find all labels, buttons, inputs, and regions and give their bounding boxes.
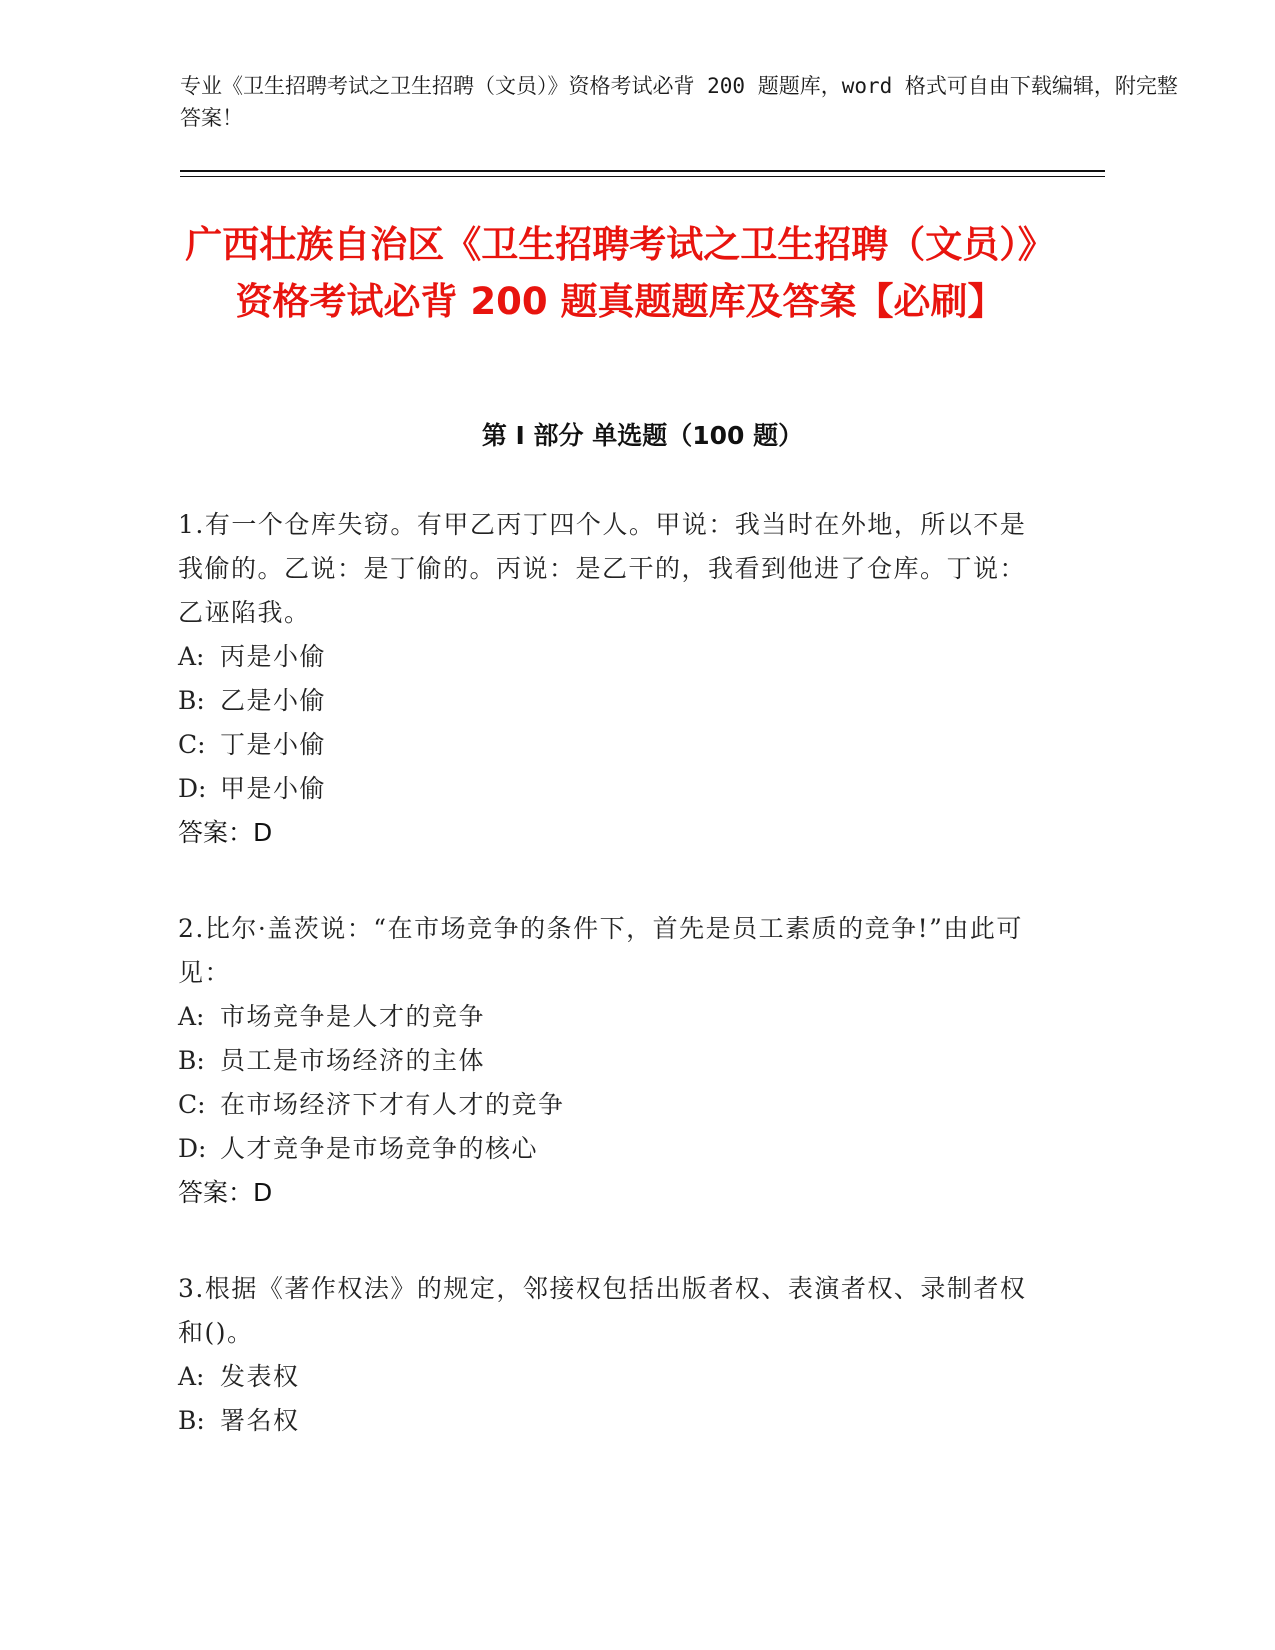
option-d — [178, 1127, 1028, 1171]
option-letter: A: — [178, 1362, 205, 1391]
option-letter: C: — [178, 730, 206, 759]
section-heading: 第 I 部分 单选题（100 题） — [481, 421, 804, 450]
option-a — [178, 995, 1028, 1039]
option-b — [178, 1399, 1028, 1443]
option-text: 员工是市场经济的主体 — [220, 1046, 486, 1075]
option-letter: D: — [178, 774, 207, 803]
option-b — [178, 1039, 1028, 1083]
option-c — [178, 1083, 1028, 1127]
option-text: 署名权 — [220, 1406, 300, 1435]
document-title: 广西壮族自治区《卫生招聘考试之卫生招聘（文员）》资格考试必背 200 题真题题库及答案【必刷】 — [185, 223, 1055, 323]
option-letter: A: — [178, 642, 205, 671]
question-2 — [178, 907, 1028, 1215]
question-list — [178, 503, 1028, 1495]
option-c — [178, 723, 1028, 767]
option-letter: D: — [178, 1134, 207, 1163]
header-divider-thick — [180, 170, 1105, 172]
option-letter: B: — [178, 1046, 205, 1075]
option-text: 甲是小偷 — [220, 774, 327, 803]
option-text: 市场竞争是人才的竞争 — [220, 1002, 486, 1031]
question-stem: 3.根据《著作权法》的规定，邻接权包括出版者权、表演者权、录制者权和()。 — [178, 1274, 1027, 1347]
option-b — [178, 679, 1028, 723]
question-stem: 2.比尔·盖茨说：“在市场竞争的条件下，首先是员工素质的竞争!”由此可见： — [178, 914, 1023, 987]
header-divider-thin — [180, 176, 1105, 177]
option-text: 乙是小偷 — [220, 686, 327, 715]
option-letter: B: — [178, 1406, 205, 1435]
option-letter: C: — [178, 1090, 206, 1119]
header-note: 专业《卫生招聘考试之卫生招聘（文员）》资格考试必背 200 题题库，word 格式可自由下载编辑，附完整答案！ — [180, 74, 1178, 130]
question-stem: 1.有一个仓库失窃。有甲乙丙丁四个人。甲说：我当时在外地，所以不是我偷的。乙说：是丁偷的。丙说：是乙干的，我看到他进了仓库。丁说：乙诬陷我。 — [178, 510, 1027, 627]
question-3 — [178, 1267, 1028, 1443]
option-a — [178, 1355, 1028, 1399]
option-text: 在市场经济下才有人才的竞争 — [220, 1090, 565, 1119]
option-letter: A: — [178, 1002, 205, 1031]
option-text: 人才竞争是市场竞争的核心 — [220, 1134, 539, 1163]
option-text: 丙是小偷 — [220, 642, 327, 671]
option-letter: B: — [178, 686, 205, 715]
answer-line: 答案：D — [178, 1178, 273, 1207]
answer-line: 答案：D — [178, 818, 273, 847]
option-text: 丁是小偷 — [220, 730, 327, 759]
option-text: 发表权 — [220, 1362, 300, 1391]
option-d — [178, 767, 1028, 811]
option-a — [178, 635, 1028, 679]
question-1 — [178, 503, 1028, 855]
